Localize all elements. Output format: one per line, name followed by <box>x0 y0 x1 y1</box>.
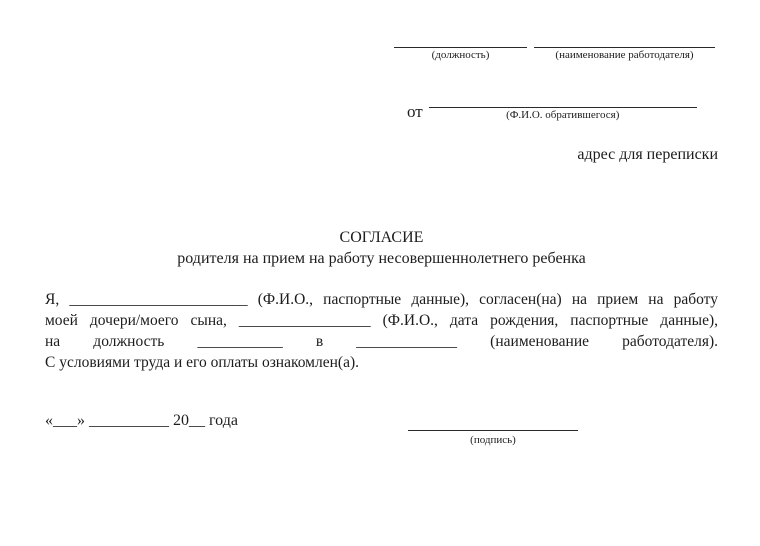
title-block <box>45 227 718 269</box>
from-prefix: от <box>407 102 423 121</box>
position-blank-line <box>394 38 527 48</box>
body-paragraph <box>45 289 718 373</box>
body-line-2: моей дочери/моего сына, _________________ (Ф.И.О., дата рождения, паспортные данные), <box>45 312 718 329</box>
from-row <box>407 90 697 122</box>
body-line-1: Я, _______________________ (Ф.И.О., паспортные данные), согласен(на) на прием на работу <box>45 291 718 308</box>
from-blank-label: (Ф.И.О. обратившегося) <box>506 109 620 121</box>
signature-blank-line <box>408 414 578 431</box>
date-line: «___» __________ 20__ года <box>45 412 238 429</box>
header-blanks <box>394 38 715 62</box>
doc-title: СОГЛАСИЕ <box>339 229 424 246</box>
position-blank-group <box>394 38 527 62</box>
body-line-4: С условиями труда и его оплаты ознакомлен(а). <box>45 354 359 371</box>
employer-blank-group <box>534 38 715 62</box>
position-blank-label: (должность) <box>431 49 490 61</box>
address-note: адрес для переписки <box>577 146 718 163</box>
employer-blank-line <box>534 38 715 48</box>
doc-subtitle: родителя на прием на работу несовершеннолетнего ребенка <box>177 250 586 267</box>
employer-blank-label: (наименование работодателя) <box>555 49 694 61</box>
from-blank-group <box>429 90 697 122</box>
from-blank-line <box>429 90 697 108</box>
signature-label: (подпись) <box>470 434 516 446</box>
signature-block <box>408 414 578 447</box>
body-line-3: на должность ___________ в _____________ (наименование работодателя). <box>45 333 718 350</box>
